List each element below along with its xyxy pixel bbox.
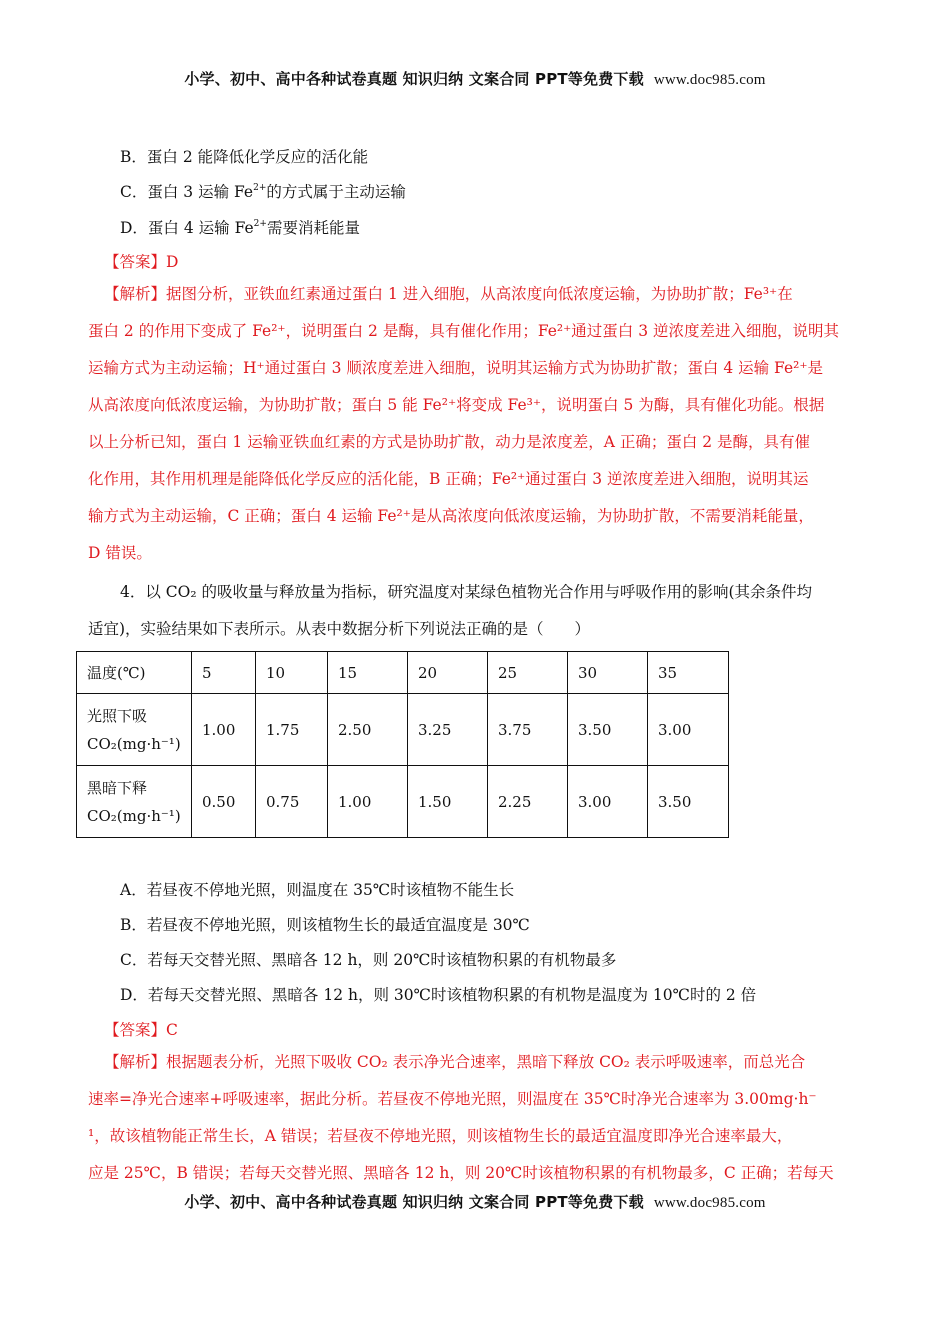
q4-analysis-line: 速率=净光合速率+呼吸速率，据此分析。若昼夜不停地光照，则温度在 35℃时净光合速率为 3.00mg·h⁻	[88, 1090, 817, 1108]
header-text: 小学、初中、高中各种试卷真题 知识归纳 文案合同 PPT等免费下载	[184, 70, 644, 88]
table-cell: 0.75	[256, 766, 328, 838]
table-cell: 1.00	[192, 694, 256, 766]
q3-analysis-label: 【解析】	[104, 285, 167, 303]
table-cell: 3.75	[488, 694, 568, 766]
row-header-dark: 黑暗下释 CO₂(mg·h⁻¹)	[77, 766, 192, 838]
q4-option-c: C．若每天交替光照、黑暗各 12 h，则 20℃时该植物积累的有机物最多	[120, 951, 617, 969]
table-cell: 3.50	[568, 694, 648, 766]
table-cell: 25	[488, 652, 568, 694]
table-cell: 0.50	[192, 766, 256, 838]
q4-option-b: B．若昼夜不停地光照，则该植物生长的最适宜温度是 30℃	[120, 916, 530, 934]
table-row-temperature	[77, 652, 729, 694]
q4-analysis-line: ¹，故该植物能正常生长，A 错误；若昼夜不停地光照，则该植物生长的最适宜温度即净光合速率最大，	[88, 1127, 793, 1145]
table-cell: 2.50	[328, 694, 408, 766]
q4-option-a: A．若昼夜不停地光照，则温度在 35℃时该植物不能生长	[120, 881, 515, 899]
q4-stem	[88, 574, 868, 648]
q3-analysis-line: D 错误。	[88, 544, 152, 562]
table-cell: 1.75	[256, 694, 328, 766]
table-row-light	[77, 694, 729, 766]
q4-option-d: D．若每天交替光照、黑暗各 12 h，则 30℃时该植物积累的有机物是温度为 10℃时的 2 倍	[120, 986, 757, 1004]
q3-analysis-line: 【解析】据图分析，亚铁血红素通过蛋白 1 进入细胞，从高浓度向低浓度运输，为协助扩散；Fe³⁺在	[104, 285, 793, 303]
q4-stem-line: 适宜)，实验结果如下表所示。从表中数据分析下列说法正确的是（ ）	[88, 620, 591, 638]
header-site[interactable]: www.doc985.com	[653, 72, 766, 88]
q4-analysis-line: 【解析】根据题表分析，光照下吸收 CO₂ 表示净光合速率，黑暗下释放 CO₂ 表示呼吸速率，而总光合	[104, 1053, 806, 1071]
q4-analysis-line: 应是 25℃，B 错误；若每天交替光照、黑暗各 12 h，则 20℃时该植物积累的有机物最多，C 正确；若每天	[88, 1164, 834, 1182]
table-cell: 1.00	[328, 766, 408, 838]
table-cell: 3.00	[648, 694, 729, 766]
row-header-temperature: 温度(℃)	[77, 652, 192, 694]
header-banner	[0, 68, 950, 89]
table-cell: 30	[568, 652, 648, 694]
table-cell: 2.25	[488, 766, 568, 838]
q3-analysis	[88, 276, 868, 572]
table-cell: 5	[192, 652, 256, 694]
q3-analysis-line: 以上分析已知，蛋白 1 运输亚铁血红素的方式是协助扩散，动力是浓度差，A 正确；蛋白 2 是酶，具有催	[88, 433, 811, 451]
table-cell: 35	[648, 652, 729, 694]
table-cell: 15	[328, 652, 408, 694]
q3-option-c-text: C．蛋白 3 运输 Fe	[120, 183, 254, 201]
q3-option-d	[120, 216, 360, 238]
footer-text: 小学、初中、高中各种试卷真题 知识归纳 文案合同 PPT等免费下载	[184, 1193, 644, 1211]
q3-analysis-line: 运输方式为主动运输；H⁺通过蛋白 3 顺浓度差进入细胞，说明其运输方式为协助扩散；蛋白 4 运输 Fe²⁺是	[88, 359, 824, 377]
q3-option-c-sup: 2+	[253, 182, 267, 193]
q3-analysis-line: 输方式为主动运输，C 正确；蛋白 4 运输 Fe²⁺是从高浓度向低浓度运输，为协助扩散，不需要消耗能量，	[88, 507, 814, 525]
table-cell: 1.50	[408, 766, 488, 838]
q3-analysis-line: 化作用，其作用机理是能降低化学反应的活化能，B 正确；Fe²⁺通过蛋白 3 逆浓度差进入细胞，说明其运	[88, 470, 809, 488]
table-cell: 3.00	[568, 766, 648, 838]
footer-site[interactable]: www.doc985.com	[653, 1195, 766, 1211]
table-cell: 3.50	[648, 766, 729, 838]
q3-analysis-line: 蛋白 2 的作用下变成了 Fe²⁺，说明蛋白 2 是酶，具有催化作用；Fe²⁺通过蛋白 3 逆浓度差进入细胞，说明其	[88, 322, 840, 340]
q3-option-b: B．蛋白 2 能降低化学反应的活化能	[120, 148, 369, 166]
q3-answer: 【答案】D	[104, 253, 179, 271]
q4-answer: 【答案】C	[104, 1021, 178, 1039]
q3-option-d-sup: 2+	[253, 218, 267, 229]
table-row-dark	[77, 766, 729, 838]
q3-option-c	[120, 180, 406, 202]
footer-banner	[0, 1191, 950, 1212]
table-cell: 10	[256, 652, 328, 694]
q3-option-d-tail: 需要消耗能量	[266, 219, 360, 237]
q4-analysis	[88, 1044, 868, 1192]
table-cell: 20	[408, 652, 488, 694]
table-cell: 3.25	[408, 694, 488, 766]
q3-analysis-line: 从高浓度向低浓度运输，为协助扩散；蛋白 5 能 Fe²⁺将变成 Fe³⁺，说明蛋白 5 为酶，具有催化功能。根据	[88, 396, 825, 414]
row-header-light: 光照下吸 CO₂(mg·h⁻¹)	[77, 694, 192, 766]
q3-option-d-text: D．蛋白 4 运输 Fe	[120, 219, 254, 237]
q4-stem-line: 4．以 CO₂ 的吸收量与释放量为指标，研究温度对某绿色植物光合作用与呼吸作用的影响(其余条件均	[120, 583, 813, 601]
q3-option-c-tail: 的方式属于主动运输	[266, 183, 406, 201]
data-table	[76, 651, 729, 838]
